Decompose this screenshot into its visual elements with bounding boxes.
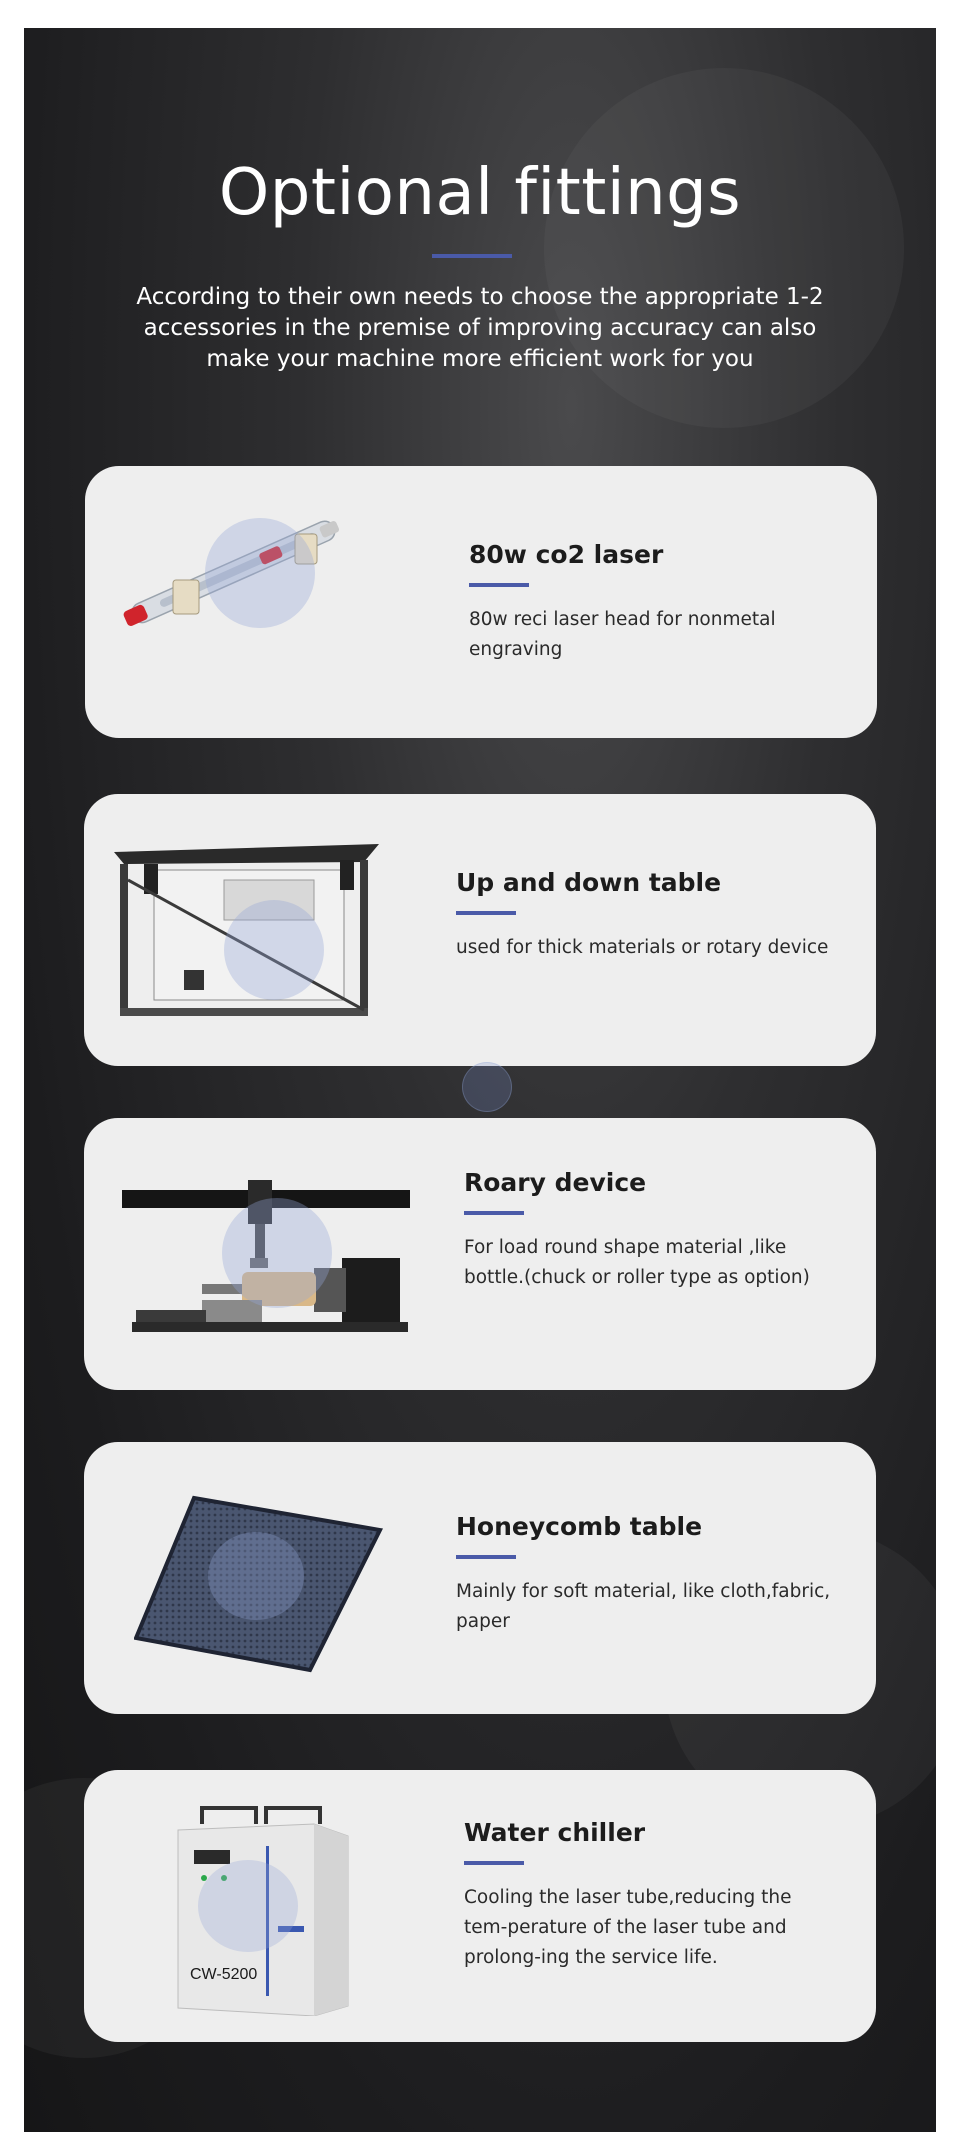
card-title: Up and down table (456, 868, 722, 897)
laser-tube-icon (113, 506, 353, 636)
card-up-down-table (84, 794, 876, 1066)
card-description: For load round shape material ,like bottle.(chuck or roller type as option) (464, 1237, 810, 1288)
card-underline (456, 1555, 516, 1559)
card-water-chiller (84, 1770, 876, 2042)
chiller-model-label: CW-5200 (190, 1966, 258, 1983)
main-panel (24, 28, 936, 2132)
card-co2-laser (85, 466, 877, 738)
water-chiller-icon (174, 1806, 354, 2016)
card-title: Water chiller (464, 1818, 646, 1847)
card-underline (464, 1861, 524, 1865)
card-description: Mainly for soft material, like cloth,fabric, paper (456, 1581, 831, 1632)
rotary-device-icon (122, 1180, 412, 1340)
card-title: Honeycomb table (456, 1512, 703, 1541)
card-honeycomb-table (84, 1442, 876, 1714)
title-underline (432, 254, 512, 258)
lift-table-icon (114, 840, 384, 1030)
card-title: Roary device (464, 1168, 647, 1197)
card-underline (469, 583, 529, 587)
watermark-logo (462, 1062, 512, 1112)
honeycomb-table-icon (134, 1494, 384, 1674)
card-title: 80w co2 laser (469, 540, 664, 569)
card-description: Cooling the laser tube,reducing the tem-perature of the laser tube and prolong-ing the service life. (464, 1887, 792, 1968)
card-description: 80w reci laser head for nonmetal engraving (469, 609, 776, 660)
card-description: used for thick materials or rotary device (456, 937, 829, 958)
card-underline (456, 911, 516, 915)
card-rotary-device (84, 1118, 876, 1390)
page-subtitle: According to their own needs to choose the appropriate 1-2 accessories in the premise of improving accuracy can also make your machine more efficient work for you (136, 284, 824, 372)
page-title: Optional fittings (218, 156, 742, 230)
card-underline (464, 1211, 524, 1215)
